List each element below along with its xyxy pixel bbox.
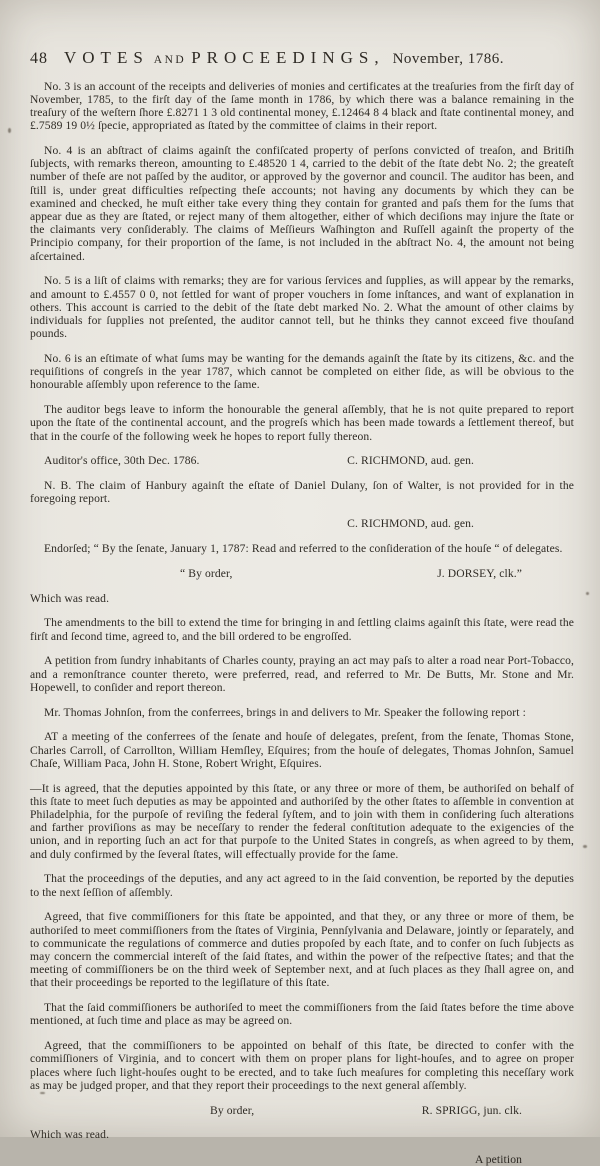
header-date: November, 1786.	[392, 51, 505, 67]
paragraph-petition-charles: A petition from ſundry inhabitants of Charles county, praying an act may paſs to alter a road near Port-Tobacco, and a remonſtrance counter thereto, were preferred, read, and referred to Mr. De Butts, Mr. Stone and Mr. Hopewell, to conſider and report thereon.	[30, 654, 574, 694]
paragraph-auditor-note: The auditor begs leave to inform the honourable the general aſſembly, that he is not quite prepared to report upon the ſtate of the continental account, and the progreſs which has been made towards a ſettlement thereof, but that in the courſe of the following week he hopes to report fully thereon.	[30, 403, 574, 443]
by-order-label: “ By order,	[180, 566, 233, 580]
office-date-line: Auditor's office, 30th Dec. 1786.	[44, 454, 200, 468]
clerk-signature-dorsey: J. DORSEY, clk.”	[437, 566, 522, 580]
paragraph-no3: No. 3 is an account of the receipts and deliveries of monies and certificates at the treaſuries from the firſt day of November, 1785, to the firſt day of the ſame month in 1786, by which there was a balance remaining in the treaſury of the weſtern ſhore £.8271 1 3 old continental money, £.12464 8 4 black and ſtate continental money, and £.7589 19 0½ ſpecie, appropriated as ſtated by the committee of claims in their report.	[30, 79, 574, 133]
paragraph-proceedings-reported: That the proceedings of the deputies, and any act agreed to in the ſaid convention, be reported by the deputies to the next ſeſſion of aſſembly.	[30, 872, 574, 899]
clerk-signature-sprigg: R. SPRIGG, jun. clk.	[421, 1103, 522, 1117]
title-proceedings: PROCEEDINGS,	[191, 48, 385, 67]
page-header	[30, 48, 574, 68]
page-number: 48	[30, 50, 48, 67]
paragraph-conferrees-meeting: AT a meeting of the conferrees of the ſenate and houſe of delegates, preſent, from the ſenate, Thomas Stone, Charles Carroll, of Carrollton, William Hemſley, Eſquires; from the houſe of delegates, Thomas Johnſon, Samuel Chaſe, William Paca, John H. Stone, Robert Wright, Eſquires.	[30, 730, 574, 770]
title-and: AND	[153, 54, 187, 66]
by-order-row-senate	[30, 567, 574, 580]
text-block	[30, 48, 574, 1166]
ink-speck	[8, 128, 11, 133]
by-order-label-2: By order,	[210, 1103, 255, 1117]
paragraph-commissioners-before: That the ſaid commiſſioners be authoriſed to meet the commiſſioners from the ſaid ſtates before the time above mentioned, at ſuch time and place as may be agreed on.	[30, 1001, 574, 1028]
auditor-signature-2: C. RICHMOND, aud. gen.	[347, 517, 474, 531]
by-order-row-sprigg	[30, 1104, 574, 1117]
paragraph-no5: No. 5 is a liſt of claims with remarks; they are for various ſervices and ſupplies, as will appear by the remarks, and amount to £.4557 0 0, not ſettled for want of proper vouchers in ſome inſtances, and want of explanation in others. This account is carried to the debit of the ſtate debt marked No. 2. What the amount of other claims by individuals for ſupplies not preſented, the auditor cannot tell, but he thinks they cannot exceed five thouſand pounds.	[30, 274, 574, 341]
ink-speck	[583, 845, 587, 848]
which-was-read-1: Which was read.	[30, 591, 110, 605]
paragraph-agreed-lighthouses: Agreed, that the commiſſioners to be appointed on behalf of this ſtate, be directed to confer with the commiſſioners of Virginia, and to concert with them on proper plans for light-houſes, and to agree on proper places where ſuch light-houſes ought to be erected, and to take ſuch meaſures for completing this neceſſary work as may be judged proper, and that they report their proceedings to the next general aſſembly.	[30, 1039, 574, 1092]
paragraph-agreed-deputies: —It is agreed, that the deputies appointed by this ſtate, or any three or more of them, be authoriſed on behalf of this ſtate to meet ſuch deputies as may be appointed and authoriſed by the other ſtates to aſſemble in convention at Philadelphia, for the purpoſe of reviſing the federal ſyſtem, and to join with them in conſidering ſuch alterations and farther proviſions as may be neceſſary to render the federal conſtitution adequate to the exigencies of the union, and in reporting ſuch an act for that purpoſe to the United States in congreſs, as when agreed to by them, and duly confirmed by the ſeveral ſtates, will effectually provide for the ſame.	[30, 781, 574, 861]
paragraph-endorsed: Endorſed; “ By the ſenate, January 1, 1787: Read and referred to the conſideration of the houſe “ of delegates.	[44, 542, 563, 556]
ink-speck	[586, 592, 589, 595]
paragraph-no4: No. 4 is an abſtract of claims againſt the confiſcated property of perſons convicted of treaſon, and Britiſh ſubjects, with remarks thereon, amounting to £.48520 1 4, carried to the debit of the ſtate debt No. 2; the greateſt number of theſe are not paſſed by the auditor, or approved by the governor and council. The auditor has been, and ſtill is, under great difficulties reſpecting theſe accounts; not having any documents by which they can be examined and checked, he muſt either take every thing they contain for granted and paſs them for the ſums that appear due as they are ſtated, or reject many of them altogether, either of which deciſions may injure the ſtate or the claimants very conſiderably. The claims of Meſſieurs Waſhington and Ruſſell againſt the property of the Principio company, for their proportion of the ſame, is not included in the abſtract No. 4, the amount not being aſcertained.	[30, 144, 574, 263]
auditor-office-row	[30, 454, 574, 467]
paragraph-agreed-commissioners: Agreed, that five commiſſioners for this ſtate be appointed, and that they, or any three or more of them, be authoriſed to meet commiſſioners from the ſtates of Virginia, Pennſylvania and Delaware, jointly or ſeparately, and to communicate the regulations of commerce and duties propoſed by each ſtate, and to confer on ſuch ſubjects as may concern the commercial intereſt of the ſaid ſtates, and within the power of the reſpective ſtates; and that the meeting of commiſſioners be on the third week of September next, and at ſuch places as they ſhall agree on, and that their proceedings be reported to the legiſlature of this ſtate.	[30, 910, 574, 990]
paragraph-johnson-intro: Mr. Thomas Johnſon, from the conferrees, brings in and delivers to Mr. Speaker the following report :	[44, 705, 526, 719]
paragraph-nb: N. B. The claim of Hanbury againſt the eſtate of Daniel Dulany, ſon of Walter, is not provided for in the foregoing report.	[30, 479, 574, 506]
catchword: A petition	[474, 1153, 522, 1166]
paragraph-amendments: The amendments to the bill to extend the time for bringing in and ſettling claims againſt this ſtate, were read the firſt and ſecond time, agreed to, and the bill ordered to be engroſſed.	[30, 616, 574, 643]
paragraph-no6: No. 6 is an eſtimate of what ſums may be wanting for the demands againſt the ſtate by its citizens, &c. and the requiſitions of congreſs in the year 1787, which cannot be completed on either ſide, as will be obvious to the honourable aſſembly upon reference to the ſame.	[30, 352, 574, 392]
title-votes: VOTES	[64, 48, 149, 67]
which-was-read-2: Which was read.	[30, 1128, 110, 1142]
auditor-signature: C. RICHMOND, aud. gen.	[347, 454, 474, 468]
